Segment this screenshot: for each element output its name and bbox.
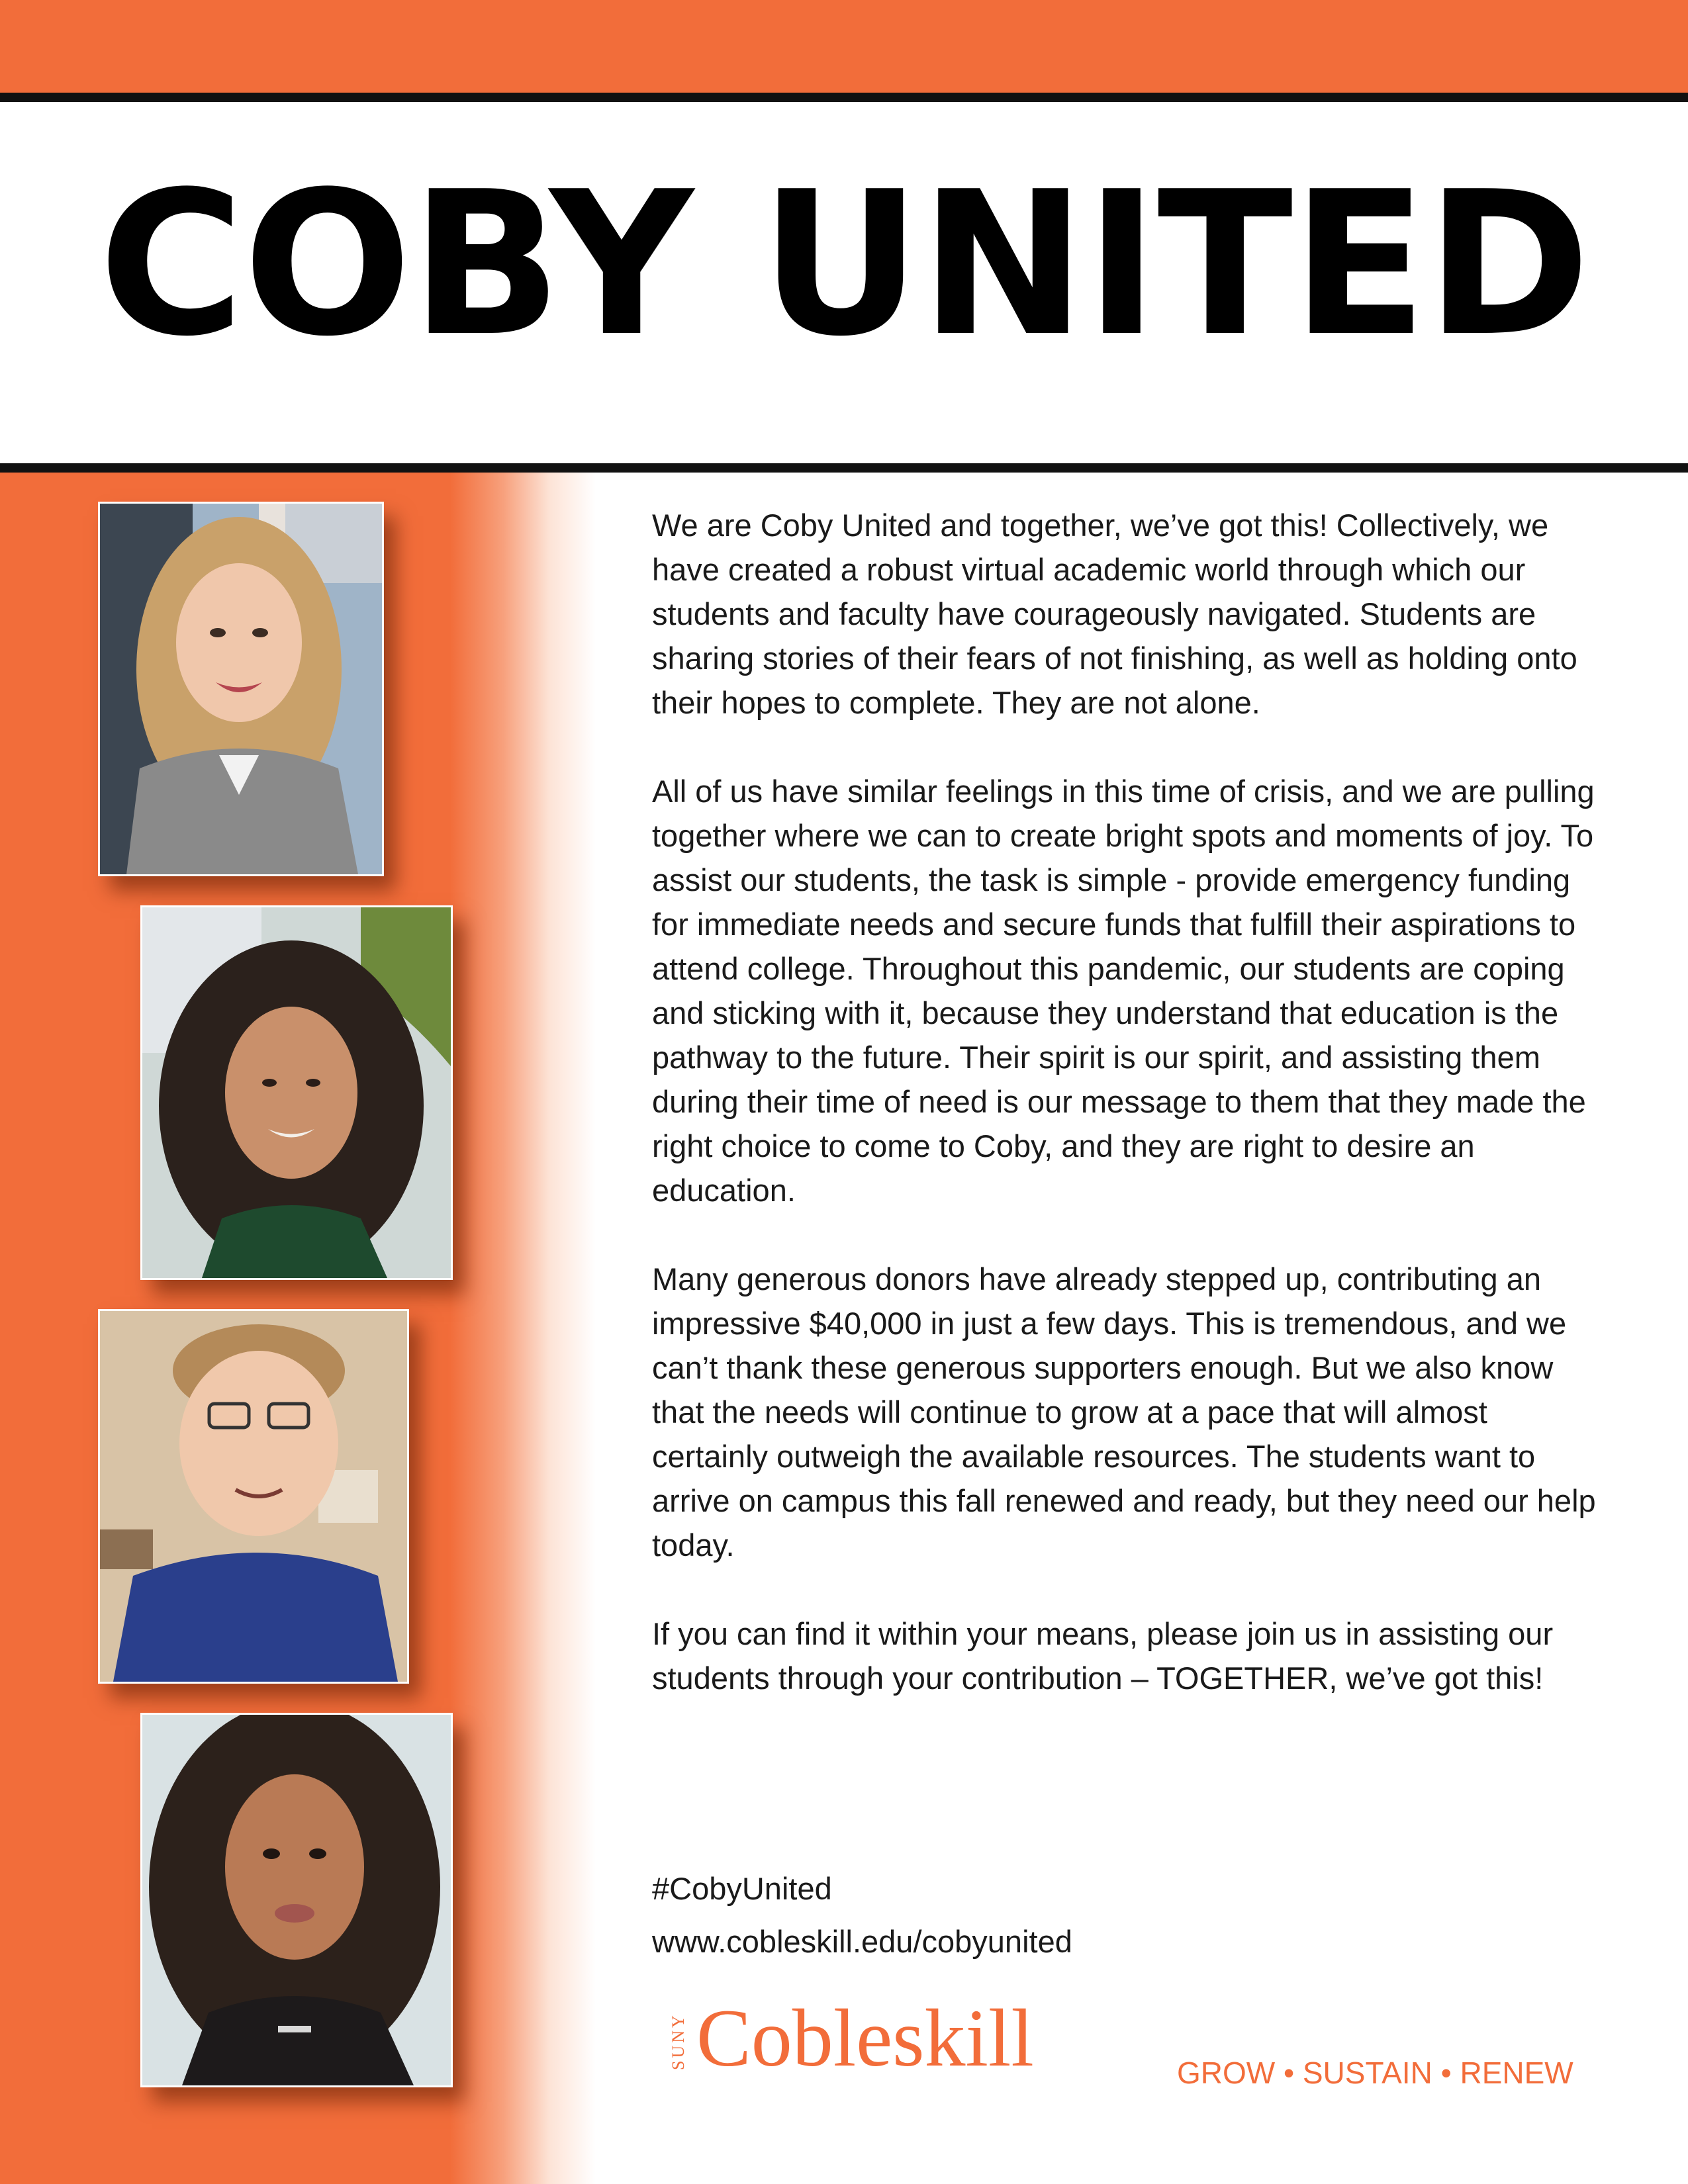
paragraph-3: Many generous donors have already stepped up, contributing an impressive $40,000 in just a few days. This is tremendous, and we can’t thank these generous supporters enough. But we also know that the needs will continue to grow at a pace that will almost certainly outweigh the available resources. The students want to arrive on campus this fall renewed and ready, but they need our help today.	[652, 1261, 1596, 1563]
page-title: COBY UNITED	[98, 149, 1590, 380]
paragraph-2: All of us have similar feelings in this time of crisis, and we are pulling together where we can to create bright spots and moments of joy. To assist our students, the task is simple - provide emergency funding for immediate needs and secure funds that fulfill their aspirations to attend college. Throughout this pandemic, our students are coping and sticking with it, because they understand that education is the pathway to the future. Their spirit is our spirit, and assisting them during their time of need is our message to them that they made the right choice to come to Coby, and they are right to desire an education.	[652, 774, 1595, 1208]
tagline: GROW • SUSTAIN • RENEW	[1177, 2056, 1573, 2090]
cobleskill-logo	[669, 1992, 1132, 2085]
header-divider	[0, 463, 1688, 473]
paragraph-4: If you can find it within your means, please join us in assisting our students through your contribution – TOGETHER, we’ve got this!	[652, 1616, 1554, 1696]
top-divider	[0, 93, 1688, 102]
body-copy	[652, 503, 1605, 1745]
student-photo-4	[140, 1713, 453, 2087]
hashtag: #CobyUnited	[652, 1871, 832, 1906]
logo-suny: SUNY	[669, 2013, 688, 2071]
top-orange-band	[0, 0, 1688, 93]
logo-wordmark: Cobleskill	[696, 1993, 1034, 2083]
student-photo-2	[140, 905, 453, 1280]
student-photo-3	[98, 1309, 409, 1684]
paragraph-1: We are Coby United and together, we’ve got this! Collectively, we have created a robust virtual academic world through which our students and faculty have courageously navigated. Students are sharing stories of their fears of not finishing, as well as holding onto their hopes to complete. They are not alone.	[652, 508, 1577, 720]
student-photo-1	[98, 502, 384, 876]
website-link[interactable]: www.cobleskill.edu/cobyunited	[652, 1924, 1072, 1959]
